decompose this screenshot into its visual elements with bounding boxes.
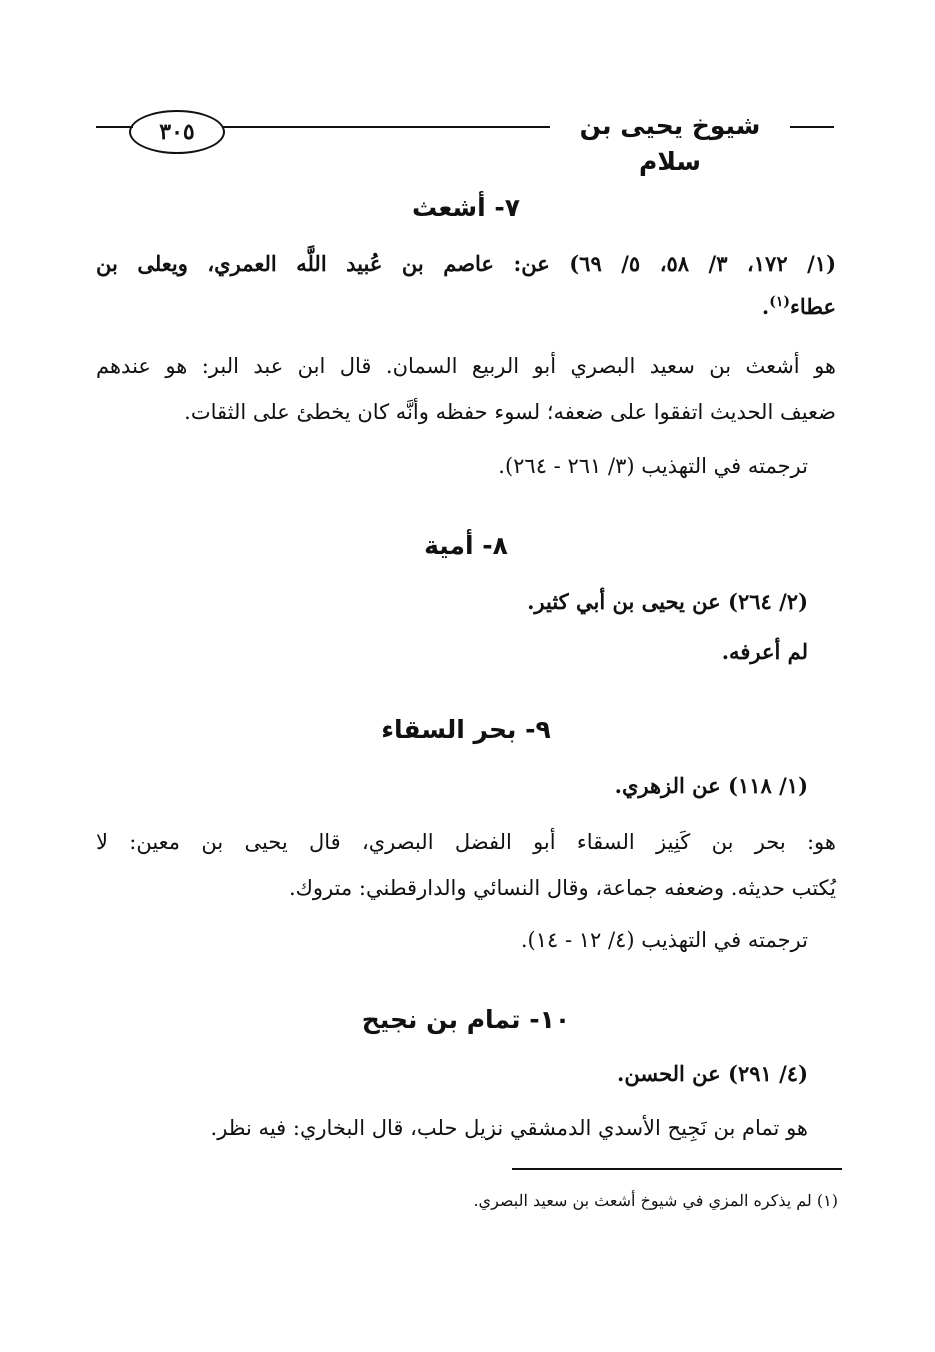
entry-biography: هو: بحر بن كَنِيز السقاء أبو الفضل البصري، قال يحيى بن معين: لا	[96, 830, 836, 854]
entry-reference-continued	[96, 286, 836, 323]
entry-biography: هو أشعث بن سعيد البصري أبو الربيع السمان. قال ابن عبد البر: هو عندهم	[96, 354, 836, 378]
entry-biography-continued: ضعيف الحديث اتفقوا على ضعفه؛ لسوء حفظه وأنَّه كان يخطئ على الثقات.	[184, 400, 836, 424]
header-rule-middle	[222, 126, 550, 128]
header-rule-left	[96, 126, 133, 128]
entry-heading: ١٠- تمام بن نجيح	[361, 1005, 571, 1034]
entry-heading: ٩- بحر السقاء	[381, 715, 551, 744]
footnote-text: لم يذكره المزي في شيوخ أشعث بن سعيد البصري.	[473, 1191, 812, 1210]
running-header-title: شيوخ يحيى بن سلام	[579, 111, 761, 176]
entry-reference-end: .	[761, 294, 770, 319]
entry-reference: (٢/ ٢٦٤) عن يحيى بن أبي كثير.	[527, 589, 808, 614]
entry-reference: (١/ ١٧٢، ٣/ ٥٨، ٥/ ٦٩) عن: عاصم بن عُبيد اللَّه العمري، ويعلى بن	[96, 251, 836, 276]
footnote-separator	[512, 1168, 842, 1170]
entry-reference: (٤/ ٢٩١) عن الحسن.	[617, 1061, 808, 1086]
entry-heading: ٧- أشعث	[411, 193, 521, 222]
entry-heading: ٨- أمية	[424, 531, 508, 560]
entry-biography: هو تمام بن نَجِيح الأسدي الدمشقي نزيل حلب، قال البخاري: فيه نظر.	[210, 1116, 808, 1140]
entry-biography-continued: يُكتب حديثه. وضعفه جماعة، وقال النسائي والدارقطني: متروك.	[288, 876, 836, 900]
header-rule-right	[790, 126, 834, 128]
footnote	[96, 1188, 838, 1214]
entry-tahdhib-reference: ترجمته في التهذيب (٤/ ١٢ - ١٤).	[520, 928, 808, 952]
page-number: ٣٠٥	[129, 110, 225, 154]
entry-tahdhib-reference: ترجمته في التهذيب (٣/ ٢٦١ - ٢٦٤).	[498, 454, 808, 478]
entry-note: لم أعرفه.	[721, 639, 808, 664]
footnote-mark: (١)	[816, 1191, 838, 1210]
entry-reference: (١/ ١١٨) عن الزهري.	[614, 773, 808, 798]
footnote-reference-mark[interactable]: (١)	[769, 294, 790, 310]
entry-reference-text: عطاء	[789, 294, 836, 319]
